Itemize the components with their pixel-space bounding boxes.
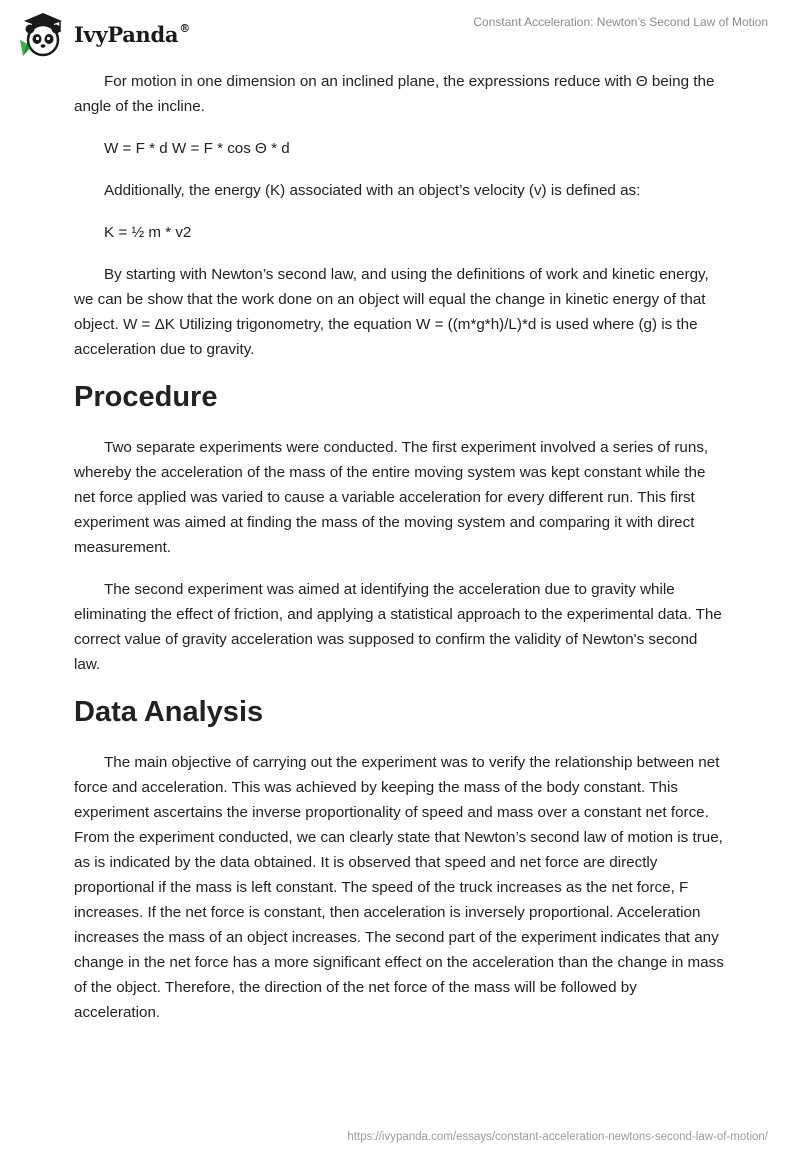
equation-work: W = F * d W = F * cos Θ * d (104, 140, 290, 157)
essay-body (74, 69, 726, 1042)
paragraph-incline: For motion in one dimension on an inclined plane, the expressions reduce with Θ being the angle of the incline. (74, 73, 715, 115)
panda-logo-icon (16, 10, 68, 58)
brand-logo[interactable] (16, 10, 190, 58)
paragraph-data-analysis: The main objective of carrying out the experiment was to verify the relationship between net force and acceleration. This was achieved by keeping the mass of the body constant. This experiment ascertains the inverse proportionality of speed and mass over a constant net force. From the experiment conducted, we can clearly state that Newton’s second law of motion is true, as is indicated by the data obtained. It is observed that speed and net force are directly proportional if the mass is left constant. The speed of the truck increases as the net force, F increases. If the net force is constant, then acceleration is inversely proportional. Acceleration increases the mass of an object increases. The second part of the experiment indicates that any change in the net force has a more significant effect on the acceleration than the change in mass of the object. Therefore, the direction of the net force of the mass will be followed by acceleration. (74, 754, 724, 1021)
heading-data-analysis: Data Analysis (74, 696, 264, 728)
page-header (0, 0, 800, 70)
paragraph-procedure-2: The second experiment was aimed at identifying the acceleration due to gravity while eliminating the effect of friction, and applying a statistical approach to the experimental data. The correct value of gravity acceleration was supposed to confirm the validity of Newton's second law. (74, 581, 722, 673)
paragraph-procedure-1: Two separate experiments were conducted. The first experiment involved a series of runs, whereby the acceleration of the mass of the entire moving system was kept constant while the net force applied was varied to cause a variable acceleration for every different run. This first experiment was aimed at finding the mass of the moving system and comparing it with direct measurement. (74, 439, 709, 556)
brand-name: IvyPanda® (74, 21, 190, 47)
equation-kinetic-energy: K = ½ m * v2 (104, 224, 192, 241)
paragraph-work-energy: By starting with Newton’s second law, and using the definitions of work and kinetic energy, we can be show that the work done on an object will equal the change in kinetic energy of that object. W = ΔK Utilizing trigonometry, the equation W = ((m*g*h)/L)*d is used where (g) is the acceleration due to gravity. (74, 266, 709, 358)
heading-procedure: Procedure (74, 381, 218, 413)
source-url-link[interactable]: https://ivypanda.com/essays/constant-acceleration-newtons-second-law-of-motion/ (347, 1131, 768, 1143)
paragraph-kinetic-energy: Additionally, the energy (K) associated with an object’s velocity (v) is defined as: (104, 182, 641, 199)
document-title: Constant Acceleration: Newton’s Second Law of Motion (473, 15, 768, 29)
